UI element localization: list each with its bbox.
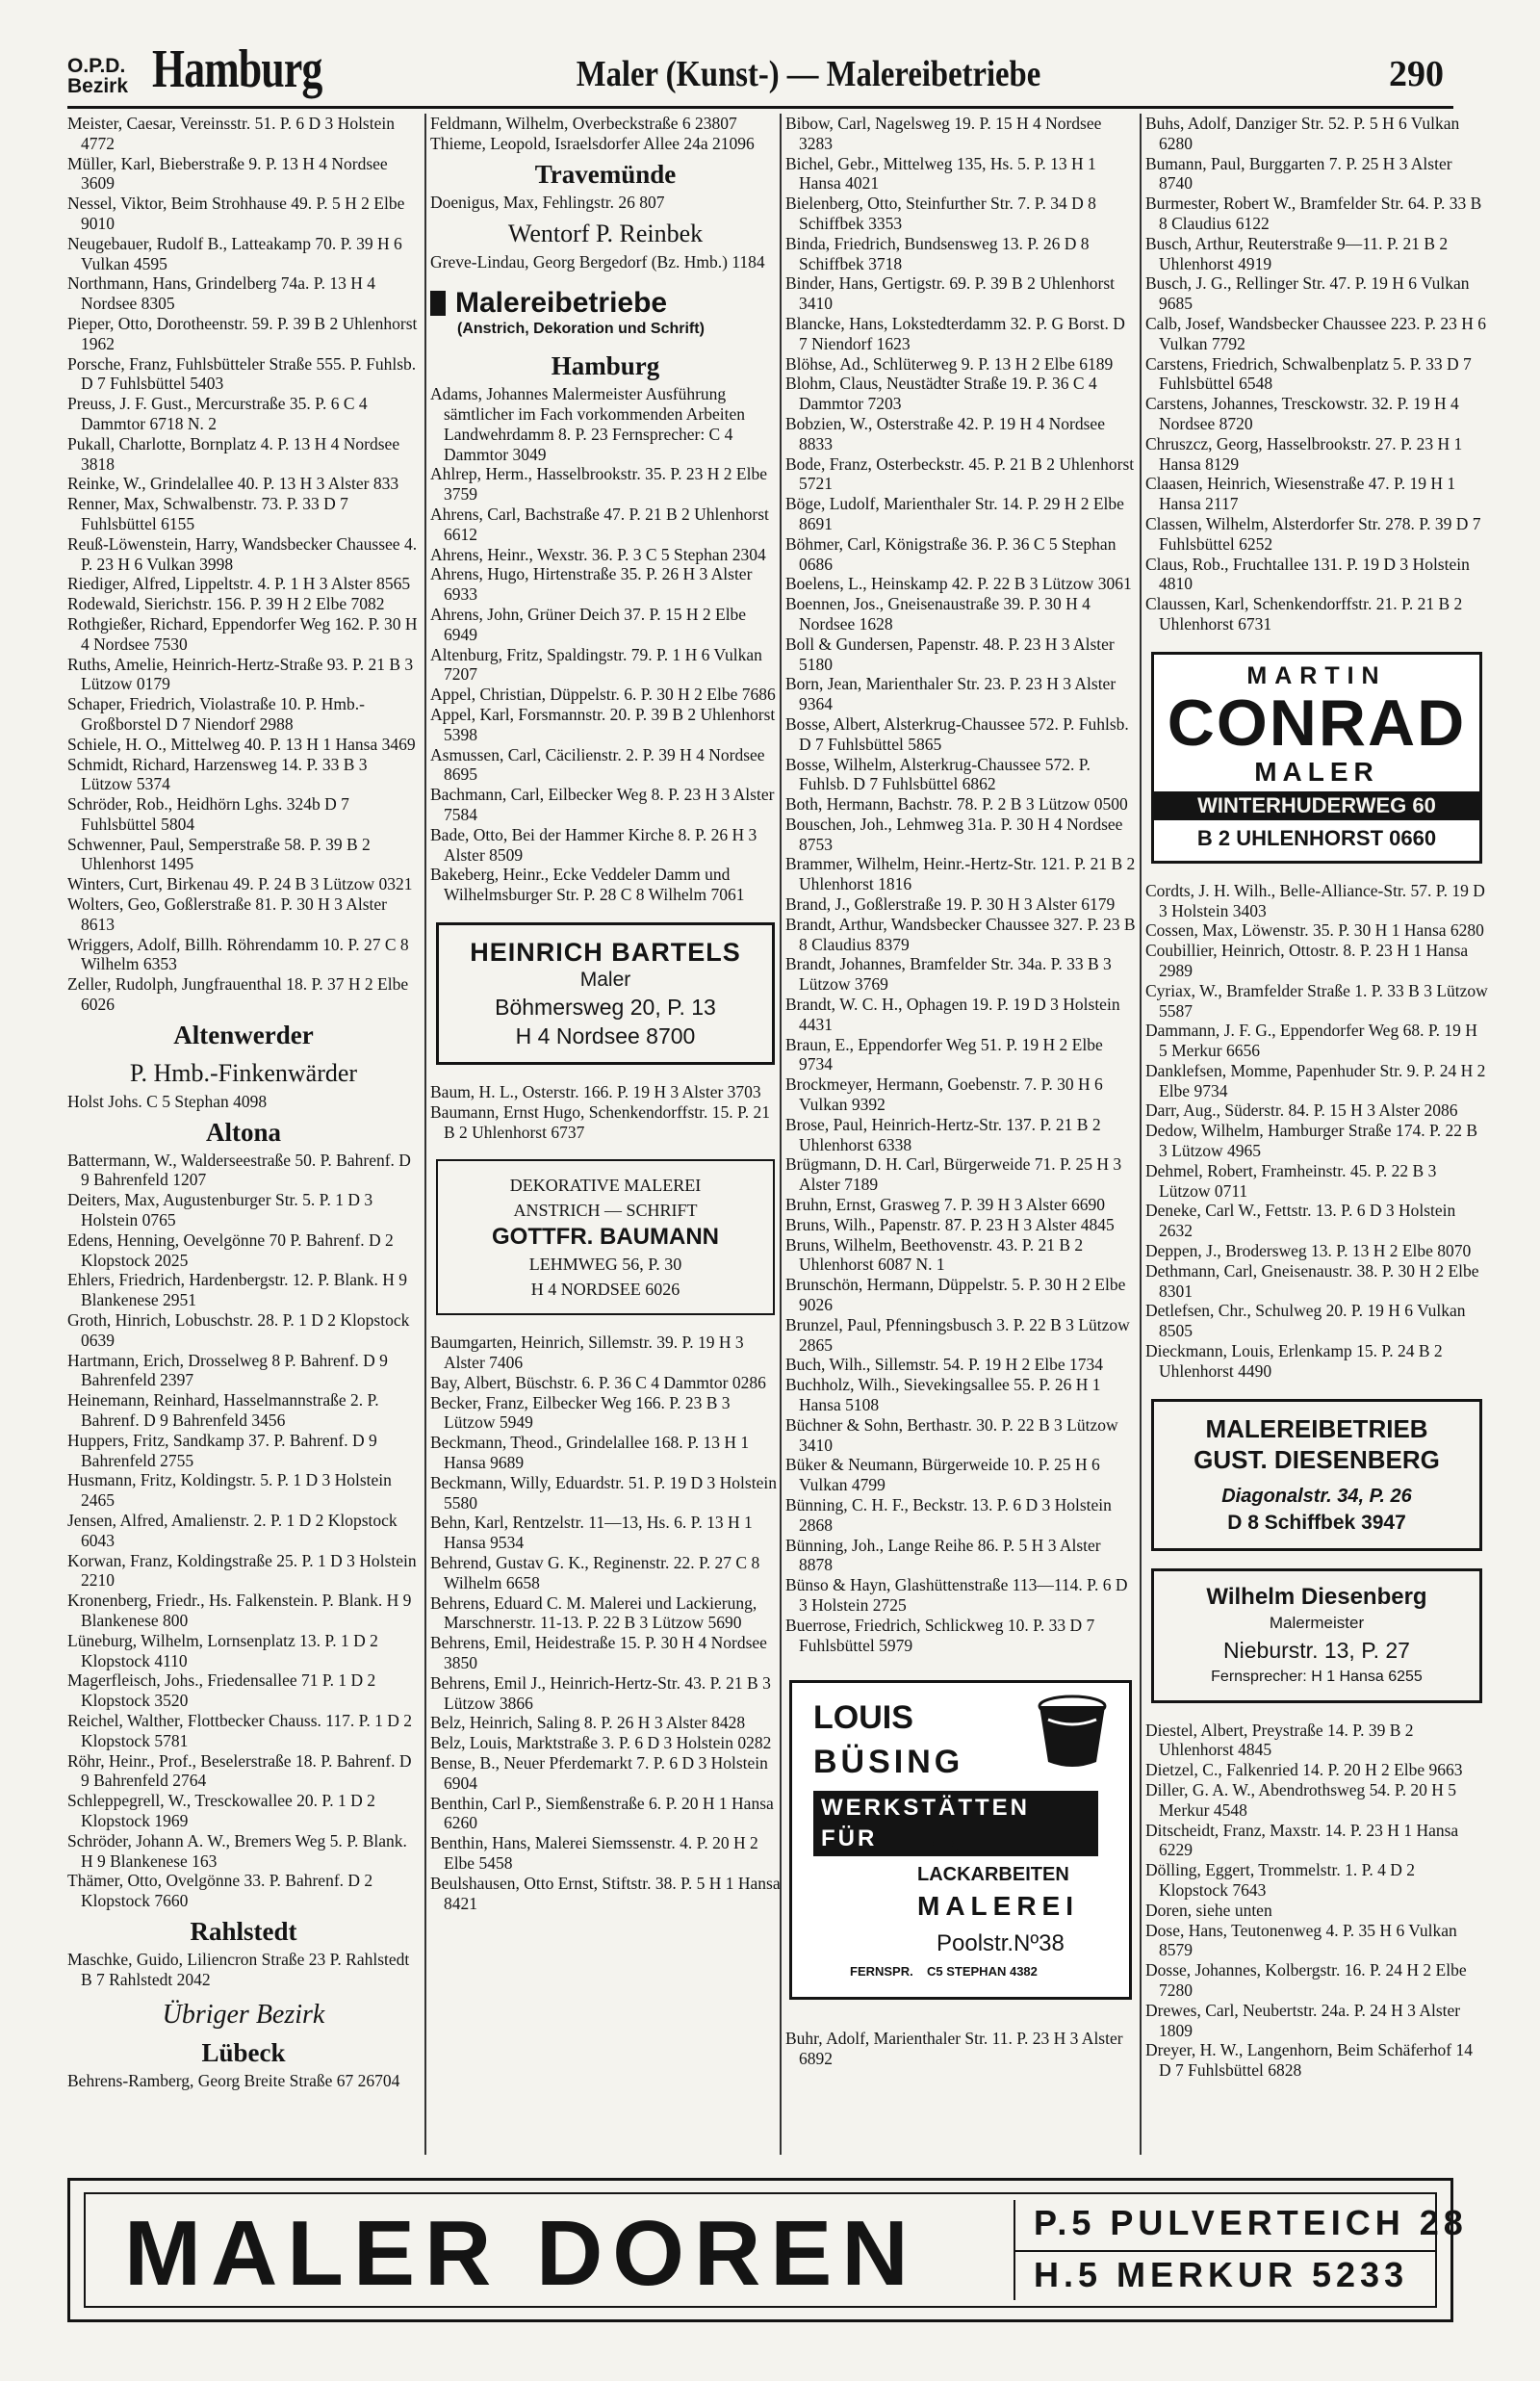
- directory-entry: Adams, Johannes Malermeister Ausführung sämtlicher im Fach vorkommenden Arbeiten Landwehrdamm 8. P. 23 Fernsprecher: C 4 Dammtor 3049: [430, 384, 745, 464]
- directory-entry: Rodewald, Sierichstr. 156. P. 39 H 2 Elbe 7082: [67, 594, 385, 614]
- directory-entry: Böge, Ludolf, Marienthaler Str. 14. P. 29 H 2 Elbe 8691: [785, 494, 1124, 533]
- ad-line: ANSTRICH — SCHRIFT: [513, 1201, 698, 1221]
- footer-ad-address: P.5 PULVERTEICH 28: [1034, 2203, 1468, 2242]
- directory-entry: Bachmann, Carl, Eilbecker Weg 8. P. 23 H 3 Alster 7584: [430, 785, 775, 824]
- directory-entry: Büchner & Sohn, Berthastr. 30. P. 22 B 3 Lützow 3410: [785, 1414, 1118, 1455]
- directory-entry: Dethmann, Carl, Gneisenaustr. 38. P. 30 H 2 Elbe 8301: [1145, 1260, 1479, 1301]
- directory-entry: Schaper, Friedrich, Violastraße 10. P. Hmb.-Großborstel D 7 Niendorf 2988: [67, 694, 365, 734]
- ad-phone: H 4 NORDSEE 6026: [530, 1280, 680, 1300]
- page-header: [67, 39, 1453, 106]
- directory-entry: Buhs, Adolf, Danziger Str. 52. P. 5 H 6 Vulkan 6280: [1145, 114, 1460, 153]
- ad-martin-conrad: [1151, 652, 1482, 864]
- directory-entry: Buch, Wilh., Sillemstr. 54. P. 19 H 2 Elbe 1734: [785, 1355, 1104, 1375]
- footer-ad-frame: [84, 2192, 1468, 2308]
- directory-entry: Maschke, Guido, Liliencron Straße 23 P. Rahlstedt B 7 Rahlstedt 2042: [67, 1949, 410, 1989]
- entry-list: [430, 384, 781, 905]
- directory-entry: Northmann, Hans, Grindelberg 74a. P. 13 H 4 Nordsee 8305: [67, 273, 375, 314]
- directory-entry: Bosse, Albert, Alsterkrug-Chaussee 572. P. Fuhlsb. D 7 Fuhlsbüttel 5865: [785, 713, 1129, 754]
- ad-trade: Maler: [579, 968, 631, 991]
- directory-entry: Beckmann, Willy, Eduardstr. 51. P. 19 D 3 Holstein 5580: [430, 1472, 777, 1513]
- directory-entry: Binder, Hans, Gertigstr. 69. P. 39 B 2 Uhlenhorst 3410: [785, 273, 1115, 314]
- directory-entry: Renner, Max, Schwalbenstr. 73. P. 33 D 7 Fuhlsbüttel 6155: [67, 494, 348, 533]
- directory-entry: Bielenberg, Otto, Steinfurther Str. 7. P. 34 D 8 Schiffbek 3353: [785, 194, 1096, 233]
- directory-entry: Doenigus, Max, Fehlingstr. 26 807: [430, 192, 665, 212]
- ad-trade: MALER: [1254, 756, 1379, 787]
- ad-address: Diagonalstr. 34, P. 26: [1221, 1485, 1412, 1507]
- column-divider: [424, 114, 426, 2155]
- directory-entry: Buchholz, Wilh., Sievekingsallee 55. P. 26 H 1 Hansa 5108: [785, 1375, 1101, 1414]
- directory-entry: Bay, Albert, Büschstr. 6. P. 36 C 4 Dammtor 0286: [430, 1372, 766, 1392]
- directory-entry: Born, Jean, Marienthaler Str. 23. P. 23 H 3 Alster 9364: [785, 674, 1116, 714]
- directory-entry: Classen, Wilhelm, Alsterdorfer Str. 278. P. 39 D 7 Fuhlsbüttel 6252: [1145, 513, 1481, 554]
- ad-address: WINTERHUDERWEG 60: [1154, 791, 1479, 820]
- ad-line: MALEREIBETRIEB: [1205, 1413, 1428, 1443]
- directory-entry: Behrens, Emil, Heidestraße 15. P. 30 H 4 Nordsee 3850: [430, 1633, 767, 1673]
- directory-entry: Winters, Curt, Birkenau 49. P. 24 B 3 Lützow 0321: [67, 874, 413, 894]
- ad-gottfr-baumann: [436, 1159, 775, 1315]
- entry-list: [67, 1950, 420, 1990]
- directory-entry: Dosse, Johannes, Kolbergstr. 16. P. 24 H 2 Elbe 7280: [1145, 1960, 1467, 2000]
- entry-list: [785, 114, 1136, 1655]
- directory-entry: Bünning, Joh., Lange Reihe 86. P. 5 H 3 Alster 8878: [785, 1535, 1101, 1575]
- directory-entry: Bumann, Paul, Burggarten 7. P. 25 H 3 Alster 8740: [1145, 153, 1452, 194]
- directory-entry: Dieckmann, Louis, Erlenkamp 15. P. 24 B 2 Uhlenhorst 4490: [1145, 1341, 1443, 1381]
- directory-entry: Becker, Franz, Eilbecker Weg 166. P. 23 B 3 Lützow 5949: [430, 1392, 731, 1433]
- directory-entry: Boelens, L., Heinskamp 42. P. 22 B 3 Lützow 3061: [785, 574, 1132, 594]
- directory-entry: Bünning, C. H. F., Beckstr. 13. P. 6 D 3 Holstein 2868: [785, 1494, 1112, 1535]
- directory-entry: Jensen, Alfred, Amalienstr. 2. P. 1 D 2 Klopstock 6043: [67, 1511, 398, 1550]
- ad-line: DEKORATIVE MALEREI: [509, 1176, 702, 1196]
- ad-name: GUST. DIESENBERG: [1194, 1444, 1440, 1474]
- entry-list: [67, 1092, 420, 1112]
- place-heading-altona: Altona: [205, 1117, 281, 1147]
- ad-address: Nieburstr. 13, P. 27: [1223, 1637, 1410, 1663]
- directory-entry: Zeller, Rudolph, Jungfrauenthal 18. P. 37 H 2 Elbe 6026: [67, 974, 409, 1015]
- ad-line: MARTIN: [1246, 661, 1387, 689]
- place-heading-finkenwaerder: P. Hmb.-Finkenwärder: [129, 1058, 358, 1087]
- directory-entry: Lüneburg, Wilhelm, Lornsenplatz 13. P. 1 D 2 Klopstock 4110: [67, 1630, 378, 1670]
- ad-heinrich-bartels: [436, 922, 775, 1065]
- directory-entry: Bade, Otto, Bei der Hammer Kirche 8. P. 26 H 3 Alster 8509: [430, 824, 757, 865]
- directory-entry: Buhr, Adolf, Marienthaler Str. 11. P. 23 H 3 Alster 6892: [785, 2029, 1123, 2069]
- directory-entry: Beulshausen, Otto Ernst, Stiftstr. 38. P. 5 H 1 Hansa 8421: [430, 1873, 781, 1913]
- directory-entry: Burmester, Robert W., Bramfelder Str. 64. P. 33 B 8 Claudius 6122: [1145, 194, 1482, 233]
- section-title-text: Malereibetriebe: [455, 287, 668, 320]
- directory-entry: Dehmel, Robert, Framheinstr. 45. P. 22 B 3 Lützow 0711: [1145, 1160, 1437, 1201]
- directory-entry: Feldmann, Wilhelm, Overbeckstraße 6 23807: [430, 114, 737, 133]
- directory-entry: Diller, G. A. W., Abendrothsweg 54. P. 20 H 5 Merkur 4548: [1145, 1780, 1457, 1820]
- directory-entry: Dölling, Eggert, Trommelstr. 1. P. 4 D 2 Klopstock 7643: [1145, 1860, 1416, 1901]
- entry-list: [67, 114, 420, 1015]
- ad-louis-busing: [789, 1680, 1132, 2000]
- ad-name: Wilhelm Diesenberg: [1206, 1583, 1427, 1610]
- directory-entry: Behrens, Eduard C. M. Malerei und Lackierung, Marschnerstr. 11-13. P. 22 B 3 Lützow 5690: [430, 1592, 757, 1633]
- ad-line: LACKARBEITEN: [917, 1864, 1069, 1886]
- ad-line: MALEREI: [917, 1891, 1079, 1922]
- directory-entry: Brunzel, Paul, Pfenningsbusch 3. P. 22 B 3 Lützow 2865: [785, 1314, 1130, 1355]
- entry-list: [430, 193, 781, 213]
- directory-entry: Blancke, Hans, Lokstedterdamm 32. P. G Borst. D 7 Niendorf 1623: [785, 313, 1125, 353]
- directory-entry: Magerfleisch, Johs., Friedensallee 71 P. 1 D 2 Klopstock 3520: [67, 1670, 376, 1711]
- page-title: Maler (Kunst-) — Malereibetriebe: [576, 54, 1041, 94]
- directory-entry: Claussen, Karl, Schenkendorffstr. 21. P. 21 B 2 Uhlenhorst 6731: [1145, 594, 1463, 634]
- place-heading-hamburg: Hamburg: [551, 351, 660, 381]
- footer-ad-rule: [1015, 2250, 1435, 2252]
- directory-entry: Dietzel, C., Falkenried 14. P. 20 H 2 Elbe 9663: [1145, 1760, 1463, 1780]
- directory-entry: Brunschön, Hermann, Düppelstr. 5. P. 30 H 2 Elbe 9026: [785, 1275, 1126, 1315]
- directory-entry: Groth, Hinrich, Lobuschstr. 28. P. 1 D 2 Klopstock 0639: [67, 1310, 410, 1350]
- ad-trade: Malermeister: [1269, 1613, 1365, 1632]
- directory-entry: Rothgießer, Richard, Eppendorfer Weg 162. P. 30 H 4 Nordsee 7530: [67, 613, 418, 654]
- column-2: [430, 114, 781, 2155]
- directory-entry: Belz, Heinrich, Saling 8. P. 26 H 3 Alster 8428: [430, 1713, 746, 1733]
- directory-entry: Bakeberg, Heinr., Ecke Veddeler Damm und Wilhelmsburger Str. P. 28 C 8 Wilhelm 7061: [430, 865, 745, 905]
- directory-entry: Blohm, Claus, Neustädter Straße 19. P. 36 C 4 Dammtor 7203: [785, 374, 1097, 414]
- ad-phone: B 2 UHLENHORST 0660: [1196, 825, 1437, 850]
- directory-entry: Battermann, W., Walderseestraße 50. P. Bahrenf. D 9 Bahrenfeld 1207: [67, 1150, 411, 1190]
- section-subtitle: (Anstrich, Dekoration und Schrift): [457, 321, 705, 338]
- directory-entry: Claus, Rob., Fruchtallee 131. P. 19 D 3 Holstein 4810: [1145, 554, 1470, 594]
- directory-entry: Deppen, J., Brodersweg 13. P. 13 H 2 Elbe 8070: [1145, 1241, 1472, 1261]
- directory-entry: Bruns, Wilhelm, Beethovenstr. 43. P. 21 B 2 Uhlenhorst 6087 N. 1: [785, 1234, 1084, 1275]
- ad-name: BÜSING: [813, 1744, 964, 1781]
- directory-entry: Brandt, W. C. H., Ophagen 19. P. 19 D 3 Holstein 4431: [785, 995, 1120, 1034]
- directory-entry: Ditscheidt, Franz, Maxstr. 14. P. 23 H 1 Hansa 6229: [1145, 1820, 1459, 1860]
- entry-list: [430, 252, 781, 272]
- column-3: [785, 114, 1136, 2155]
- entry-list: [67, 1151, 420, 1911]
- page-number: 290: [1389, 54, 1444, 94]
- directory-entry: Benthin, Hans, Malerei Siemssenstr. 4. P. 20 H 2 Elbe 5458: [430, 1833, 758, 1874]
- ad-address: Poolstr.Nº38: [937, 1930, 1065, 1957]
- directory-entry: Reuß-Löwenstein, Harry, Wandsbecker Chaussee 4. P. 23 H 6 Vulkan 3998: [67, 533, 418, 574]
- ad-address: LEHMWEG 56, P. 30: [528, 1255, 682, 1275]
- entry-list: [1145, 881, 1488, 1382]
- place-heading-altenwerder: Altenwerder: [173, 1020, 314, 1049]
- directory-entry: Huppers, Fritz, Sandkamp 37. P. Bahrenf. D 9 Bahrenfeld 2755: [67, 1430, 377, 1470]
- column-4: [1145, 114, 1488, 2155]
- directory-entry: Holst Johs. C 5 Stephan 4098: [67, 1091, 268, 1111]
- section-bullet-icon: [430, 291, 446, 316]
- directory-entry: Deiters, Max, Augustenburger Str. 5. P. 1 D 3 Holstein 0765: [67, 1190, 373, 1230]
- directory-entry: Riediger, Alfred, Lippeltstr. 4. P. 1 H 3 Alster 8565: [67, 574, 411, 594]
- directory-entry: Carstens, Johannes, Tresckowstr. 32. P. 19 H 4 Nordsee 8720: [1145, 394, 1459, 433]
- directory-entry: Appel, Karl, Forsmannstr. 20. P. 39 B 2 Uhlenhorst 5398: [430, 704, 776, 744]
- directory-entry: Wriggers, Adolf, Billh. Röhrendamm 10. P. 27 C 8 Wilhelm 6353: [67, 934, 409, 974]
- entry-list: [430, 1082, 781, 1142]
- directory-entry: Detlefsen, Chr., Schulweg 20. P. 19 H 6 Vulkan 8505: [1145, 1301, 1466, 1341]
- column-divider: [1140, 114, 1142, 2155]
- directory-entry: Schiele, H. O., Mittelweg 40. P. 13 H 1 Hansa 3469: [67, 734, 416, 754]
- directory-entry: Claasen, Heinrich, Wiesenstraße 47. P. 19 H 1 Hansa 2117: [1145, 474, 1456, 514]
- entry-list: [1145, 1721, 1488, 2081]
- directory-entry: Bosse, Wilhelm, Alsterkrug-Chaussee 572. P. Fuhlsb. D 7 Fuhlsbüttel 6862: [785, 754, 1091, 794]
- directory-entry: Braun, E., Eppendorfer Weg 51. P. 19 H 2 Elbe 9734: [785, 1034, 1103, 1074]
- directory-entry: Röhr, Heinr., Prof., Beselerstraße 18. P. Bahrenf. D 9 Bahrenfeld 2764: [67, 1750, 412, 1791]
- directory-entry: Bode, Franz, Osterbeckstr. 45. P. 21 B 2 Uhlenhorst 5721: [785, 453, 1135, 494]
- directory-entry: Edens, Henning, Oevelgönne 70 P. Bahrenf. D 2 Klopstock 2025: [67, 1229, 394, 1270]
- directory-entry: Behrens-Ramberg, Georg Breite Straße 67 26704: [67, 2070, 400, 2090]
- directory-entry: Baumgarten, Heinrich, Sillemstr. 39. P. 19 H 3 Alster 7406: [430, 1333, 744, 1373]
- directory-entry: Busch, Arthur, Reuterstraße 9—11. P. 21 B 2 Uhlenhorst 4919: [1145, 233, 1449, 273]
- directory-entry: Buerrose, Friedrich, Schlickweg 10. P. 33 D 7 Fuhlsbüttel 5979: [785, 1615, 1095, 1655]
- ad-phone: C5 STEPHAN 4382: [927, 1964, 1038, 1980]
- directory-entry: Wolters, Geo, Goßlerstraße 81. P. 30 H 3 Alster 8613: [67, 894, 388, 934]
- opd-line: O.P.D.: [67, 55, 126, 77]
- directory-entry: Müller, Karl, Bieberstraße 9. P. 13 H 4 Nordsee 3609: [67, 153, 388, 194]
- place-heading-luebeck: Lübeck: [201, 2037, 286, 2067]
- footer-ad-maler-doren: [67, 2178, 1468, 2322]
- directory-entry: Brand, J., Goßlerstraße 19. P. 30 H 3 Alster 6179: [785, 894, 1116, 915]
- directory-entry: Darr, Aug., Süderstr. 84. P. 15 H 3 Alster 2086: [1145, 1100, 1458, 1121]
- directory-entry: Calb, Josef, Wandsbecker Chaussee 223. P. 23 H 6 Vulkan 7792: [1145, 313, 1487, 353]
- directory-entry: Cyriax, W., Bramfelder Straße 1. P. 33 B 3 Lützow 5587: [1145, 980, 1488, 1021]
- ad-phone: Fernsprecher: H 1 Hansa 6255: [1211, 1668, 1423, 1685]
- directory-entry: Asmussen, Carl, Cäcilienstr. 2. P. 39 H 4 Nordsee 8695: [430, 744, 765, 785]
- directory-entry: Kronenberg, Friedr., Hs. Falkenstein. P. Blank. H 9 Blankenese 800: [67, 1591, 412, 1630]
- directory-entry: Dammann, J. F. G., Eppendorfer Weg 68. P. 19 H 5 Merkur 6656: [1145, 1021, 1477, 1061]
- ad-address: Böhmersweg 20, P. 13: [495, 994, 716, 1020]
- directory-entry: Schmidt, Richard, Harzensweg 14. P. 33 B 3 Lützow 5374: [67, 754, 368, 794]
- directory-entry: Pieper, Otto, Dorotheenstr. 59. P. 39 B 2 Uhlenhorst 1962: [67, 313, 418, 353]
- directory-entry: Brockmeyer, Hermann, Goebenstr. 7. P. 30 H 6 Vulkan 9392: [785, 1074, 1103, 1115]
- directory-entry: Hartmann, Erich, Drosselweg 8 P. Bahrenf. D 9 Bahrenfeld 2397: [67, 1350, 388, 1390]
- directory-entry: Brandt, Johannes, Bramfelder Str. 34a. P. 33 B 3 Lützow 3769: [785, 954, 1112, 995]
- directory-entry: Doren, siehe unten: [1145, 1900, 1272, 1920]
- ad-phone-label: FERNSPR.: [850, 1964, 913, 1980]
- directory-entry: Dedow, Wilhelm, Hamburger Straße 174. P. 22 B 3 Lützow 4965: [1145, 1121, 1478, 1161]
- directory-entry: Ruths, Amelie, Heinrich-Hertz-Straße 93. P. 21 B 3 Lützow 0179: [67, 654, 414, 694]
- directory-entry: Büker & Neumann, Bürgerweide 10. P. 25 H 6 Vulkan 4799: [785, 1455, 1100, 1495]
- directory-entry: Heinemann, Reinhard, Hasselmannstraße 2. P. Bahrenf. D 9 Bahrenfeld 3456: [67, 1390, 379, 1431]
- directory-entry: Brose, Paul, Heinrich-Hertz-Str. 137. P. 21 B 2 Uhlenhorst 6338: [785, 1114, 1101, 1154]
- ad-phone: H 4 Nordsee 8700: [515, 1022, 696, 1048]
- directory-entry: Brandt, Arthur, Wandsbecker Chaussee 327. P. 23 B 8 Claudius 8379: [785, 914, 1136, 954]
- directory-entry: Dreyer, H. W., Langenhorn, Beim Schäferhof 14 D 7 Fuhlsbüttel 6828: [1145, 2040, 1473, 2081]
- directory-entry: Schleppegrell, W., Tresckowallee 20. P. 1 D 2 Klopstock 1969: [67, 1791, 375, 1830]
- directory-entry: Baumann, Ernst Hugo, Schenkendorffstr. 15. P. 21 B 2 Uhlenhorst 6737: [430, 1101, 771, 1142]
- directory-entry: Korwan, Franz, Koldingstraße 25. P. 1 D 3 Holstein 2210: [67, 1550, 417, 1591]
- directory-entry: Bouschen, Joh., Lehmweg 31a. P. 30 H 4 Nordsee 8753: [785, 814, 1123, 854]
- directory-entry: Coubillier, Heinrich, Ottostr. 8. P. 23 H 1 Hansa 2989: [1145, 941, 1469, 980]
- ad-name: CONRAD: [1167, 686, 1467, 760]
- directory-entry: Reichel, Walther, Flottbecker Chauss. 117. P. 1 D 2 Klopstock 5781: [67, 1710, 413, 1750]
- directory-entry: Ehlers, Friedrich, Hardenbergstr. 12. P. Blank. H 9 Blankenese 2951: [67, 1270, 408, 1310]
- directory-entry: Benthin, Carl P., Siemßenstraße 6. P. 20 H 1 Hansa 6260: [430, 1793, 774, 1833]
- directory-entry: Bünso & Hayn, Glashüttenstraße 113—114. P. 6 D 3 Holstein 2725: [785, 1575, 1128, 1615]
- directory-entry: Appel, Christian, Düppelstr. 6. P. 30 H 2 Elbe 7686: [430, 685, 776, 705]
- directory-entry: Ahrens, Heinr., Wexstr. 36. P. 3 C 5 Stephan 2304: [430, 544, 766, 564]
- paint-bucket-icon: [1029, 1691, 1116, 1773]
- entry-list: [785, 2029, 1136, 2069]
- directory-entry: Husmann, Fritz, Koldingstr. 5. P. 1 D 3 Holstein 2465: [67, 1470, 392, 1511]
- directory-entry: Brügmann, D. H. Carl, Bürgerweide 71. P. 25 H 3 Alster 7189: [785, 1154, 1122, 1195]
- directory-entry: Both, Hermann, Bachstr. 78. P. 2 B 3 Lützow 0500: [785, 794, 1128, 815]
- ad-wilhelm-diesenberg: [1151, 1568, 1482, 1703]
- directory-entry: Greve-Lindau, Georg Bergedorf (Bz. Hmb.) 1184: [430, 252, 765, 272]
- directory-entry: Schröder, Johann A. W., Bremers Weg 5. P. Blank. H 9 Blankenese 163: [67, 1830, 407, 1871]
- entry-list: [1145, 114, 1488, 634]
- directory-entry: Porsche, Franz, Fuhlsbütteler Straße 555. P. Fuhlsb. D 7 Fuhlsbüttel 5403: [67, 353, 417, 394]
- entry-list: [430, 1333, 781, 1913]
- column-1: [67, 114, 420, 2155]
- place-heading-travemuende: Travemünde: [534, 159, 677, 189]
- ad-gust-diesenberg: [1151, 1399, 1482, 1551]
- section-title: [430, 286, 781, 321]
- directory-entry: Danklefsen, Momme, Papenhuder Str. 9. P. 24 H 2 Elbe 9734: [1145, 1060, 1486, 1100]
- ad-name: HEINRICH BARTELS: [470, 937, 741, 967]
- directory-entry: Ahrens, Hugo, Hirtenstraße 35. P. 26 H 3 Alster 6933: [430, 564, 753, 605]
- district-label: [67, 56, 128, 96]
- footer-ad-phone: H.5 MERKUR 5233: [1034, 2255, 1409, 2294]
- directory-entry: Pukall, Charlotte, Bornplatz 4. P. 13 H 4 Nordsee 3818: [67, 433, 400, 474]
- ad-name: GOTTFR. BAUMANN: [492, 1224, 719, 1251]
- directory-entry: Nessel, Viktor, Beim Strohhause 49. P. 5 H 2 Elbe 9010: [67, 194, 405, 233]
- directory-entry: Thieme, Leopold, Israelsdorfer Allee 24a 21096: [430, 133, 755, 153]
- directory-entry: Cossen, Max, Löwenstr. 35. P. 30 H 1 Hansa 6280: [1145, 920, 1484, 941]
- directory-entry: Boll & Gundersen, Papenstr. 48. P. 23 H 3 Alster 5180: [785, 634, 1115, 674]
- directory-entry: Busch, J. G., Rellinger Str. 47. P. 19 H 6 Vulkan 9685: [1145, 273, 1470, 314]
- directory-entry: Reinke, W., Grindelallee 40. P. 13 H 3 Alster 833: [67, 474, 399, 494]
- ad-banner: WERKSTÄTTEN FÜR: [813, 1791, 1098, 1856]
- header-rule: [67, 106, 1453, 109]
- directory-entry: Chruszcz, Georg, Hasselbrookstr. 27. P. 23 H 1 Hansa 8129: [1145, 433, 1463, 474]
- directory-entry: Belz, Louis, Marktstraße 3. P. 6 D 3 Holstein 0282: [430, 1733, 772, 1753]
- directory-entry: Bobzien, W., Osterstraße 42. P. 19 H 4 Nordsee 8833: [785, 413, 1105, 453]
- directory-entry: Deneke, Carl W., Fettstr. 13. P. 6 D 3 Holstein 2632: [1145, 1201, 1456, 1241]
- place-heading-rahlstedt: Rahlstedt: [190, 1916, 297, 1946]
- bezirk-line: Bezirk: [67, 75, 129, 97]
- directory-entry: Boennen, Jos., Gneisenaustraße 39. P. 30 H 4 Nordsee 1628: [785, 594, 1091, 634]
- ad-line: LOUIS: [813, 1699, 913, 1737]
- region-heading-uebriger-bezirk: Übriger Bezirk: [162, 1999, 325, 2030]
- city-name: Hamburg: [152, 39, 322, 99]
- directory-entry: Preuss, J. F. Gust., Mercurstraße 35. P. 6 C 4 Dammtor 6718 N. 2: [67, 394, 368, 433]
- directory-entry: Bense, B., Neuer Pferdemarkt 7. P. 6 D 3 Holstein 6904: [430, 1753, 768, 1793]
- directory-entry: Böhmer, Carl, Königstraße 36. P. 36 C 5 Stephan 0686: [785, 533, 1116, 574]
- directory-entry: Blöhse, Ad., Schlüterweg 9. P. 13 H 2 Elbe 6189: [785, 353, 1114, 374]
- directory-entry: Ahrens, John, Grüner Deich 37. P. 15 H 2 Elbe 6949: [430, 604, 747, 644]
- directory-entry: Behrens, Emil J., Heinrich-Hertz-Str. 43. P. 21 B 3 Lützow 3866: [430, 1672, 771, 1713]
- directory-entry: Neugebauer, Rudolf B., Latteakamp 70. P. 39 H 6 Vulkan 4595: [67, 233, 402, 273]
- directory-entry: Bruhn, Ernst, Grasweg 7. P. 39 H 3 Alster 6690: [785, 1195, 1105, 1215]
- directory-entry: Drewes, Carl, Neubertstr. 24a. P. 24 H 3 Alster 1809: [1145, 2000, 1461, 2040]
- directory-entry: Cordts, J. H. Wilh., Belle-Alliance-Str. 57. P. 19 D 3 Holstein 3403: [1145, 880, 1485, 920]
- directory-entry: Bruns, Wilh., Papenstr. 87. P. 23 H 3 Alster 4845: [785, 1214, 1115, 1234]
- directory-entry: Bibow, Carl, Nagelsweg 19. P. 15 H 4 Nordsee 3283: [785, 114, 1102, 153]
- directory-entry: Bichel, Gebr., Mittelweg 135, Hs. 5. P. 13 H 1 Hansa 4021: [785, 153, 1096, 194]
- entry-list: [430, 114, 781, 154]
- directory-entry: Altenburg, Fritz, Spaldingstr. 79. P. 1 H 6 Vulkan 7207: [430, 644, 762, 685]
- ad-phone: D 8 Schiffbek 3947: [1227, 1511, 1406, 1534]
- directory-entry: Beckmann, Theod., Grindelallee 168. P. 13 H 1 Hansa 9689: [430, 1433, 750, 1473]
- directory-entry: Diestel, Albert, Preystraße 14. P. 39 B 2 Uhlenhorst 4845: [1145, 1720, 1414, 1760]
- directory-entry: Baum, H. L., Osterstr. 166. P. 19 H 3 Alster 3703: [430, 1081, 761, 1101]
- directory-entry: Schwenner, Paul, Semperstraße 58. P. 39 B 2 Uhlenhorst 1495: [67, 834, 371, 874]
- directory-entry: Carstens, Friedrich, Schwalbenplatz 5. P. 33 D 7 Fuhlsbüttel 6548: [1145, 353, 1472, 394]
- place-heading-wentorf: Wentorf P. Reinbek: [507, 220, 704, 248]
- directory-entry: Ahlrep, Herm., Hasselbrookstr. 35. P. 23 H 2 Elbe 3759: [430, 464, 767, 505]
- directory-entry: Binda, Friedrich, Bundsensweg 13. P. 26 D 8 Schiffbek 3718: [785, 233, 1090, 273]
- directory-entry: Brammer, Wilhelm, Heinr.-Hertz-Str. 121. P. 21 B 2 Uhlenhorst 1816: [785, 854, 1136, 894]
- directory-entry: Behn, Karl, Rentzelstr. 11—13, Hs. 6. P. 13 H 1 Hansa 9534: [430, 1513, 753, 1553]
- footer-ad-name: MALER DOREN: [124, 2202, 918, 2305]
- entry-list: [67, 2071, 420, 2091]
- directory-entry: Schröder, Rob., Heidhörn Lghs. 324b D 7 Fuhlsbüttel 5804: [67, 794, 349, 834]
- ad-line: FEINE: [917, 1837, 974, 1859]
- directory-entry: Thämer, Otto, Ovelgönne 33. P. Bahrenf. D 2 Klopstock 7660: [67, 1871, 373, 1911]
- directory-entry: Meister, Caesar, Vereinsstr. 51. P. 6 D 3 Holstein 4772: [67, 114, 395, 153]
- directory-entry: Behrend, Gustav G. K., Reginenstr. 22. P. 27 C 8 Wilhelm 6658: [430, 1553, 760, 1592]
- directory-entry: Ahrens, Carl, Bachstraße 47. P. 21 B 2 Uhlenhorst 6612: [430, 504, 769, 544]
- directory-entry: Dose, Hans, Teutonenweg 4. P. 35 H 6 Vulkan 8579: [1145, 1920, 1457, 1960]
